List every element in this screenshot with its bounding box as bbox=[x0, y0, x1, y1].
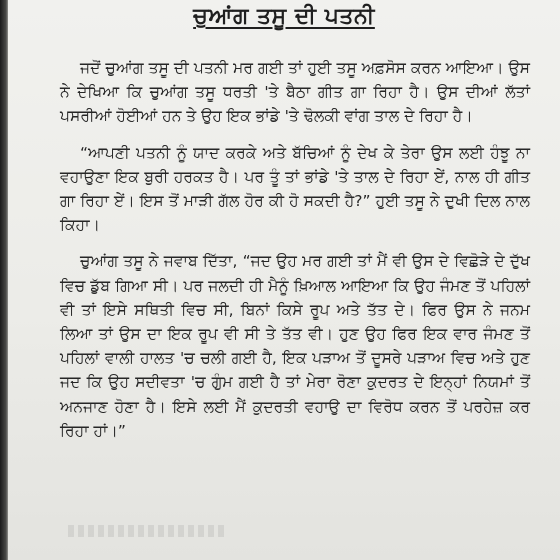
page-title: ਚੁਆਂਗ ਤਸੂ ਦੀ ਪਤਨੀ bbox=[193, 4, 375, 29]
paragraph-1: ਜਦੋਂ ਚੁਆਂਗ ਤਸੂ ਦੀ ਪਤਨੀ ਮਰ ਗਈ ਤਾਂ ਹੁਈ ਤਸੂ ਅਫ਼ਸੋਸ ਕਰਨ ਆਇਆ। ਉਸ ਨੇ ਦੇਖਿਆ ਕਿ ਚੁਆਂਗ ਤਸੂ ਧਰਤੀ 'ਤੇ ਬੈਠਾ ਗੀਤ ਗਾ ਰਿਹਾ ਹੈ। ਉਸ ਦੀਆਂ ਲੱਤਾਂ ਪਸਰੀਆਂ ਹੋਈਆਂ ਹਨ ਤੇ ਉਹ ਇਕ ਭਾਂਡੇ 'ਤੇ ਢੋਲਕੀ ਵਾਂਗ ਤਾਲ ਦੇ ਰਿਹਾ ਹੈ। bbox=[60, 59, 530, 126]
bleed-through-text bbox=[68, 525, 228, 537]
book-page bbox=[8, 0, 560, 560]
story-text bbox=[60, 56, 530, 455]
paragraph-2: “ਆਪਣੀ ਪਤਨੀ ਨੂੰ ਯਾਦ ਕਰਕੇ ਅਤੇ ਬੱਚਿਆਂ ਨੂੰ ਦੇਖ ਕੇ ਤੇਰਾ ਉਸ ਲਈ ਹੰਝੂ ਨਾ ਵਹਾਉਣਾ ਇਕ ਬੁਰੀ ਹਰਕਤ ਹੈ। ਪਰ ਤੂੰ ਤਾਂ ਭਾਂਡੇ 'ਤੇ ਤਾਲ ਦੇ ਰਿਹਾ ਏਂ, ਨਾਲ ਹੀ ਗੀਤ ਗਾ ਰਿਹਾ ਏਂ। ਇਸ ਤੋਂ ਮਾੜੀ ਗੱਲ ਹੋਰ ਕੀ ਹੋ ਸਕਦੀ ਹੈ?” ਹੁਈ ਤਸੂ ਨੇ ਦੁਖੀ ਦਿਲ ਨਾਲ ਕਿਹਾ। bbox=[60, 143, 530, 235]
paragraph-3: ਚੁਆਂਗ ਤਸੂ ਨੇ ਜਵਾਬ ਦਿੱਤਾ, “ਜਦ ਉਹ ਮਰ ਗਈ ਤਾਂ ਮੈਂ ਵੀ ਉਸ ਦੇ ਵਿਛੋੜੇ ਦੇ ਦੁੱਖ ਵਿਚ ਡੁੱਬ ਗਿਆ ਸੀ। ਪਰ ਜਲਦੀ ਹੀ ਮੈਨੂੰ ਖ਼ਿਆਲ ਆਇਆ ਕਿ ਉਹ ਜੰਮਣ ਤੋਂ ਪਹਿਲਾਂ ਵੀ ਤਾਂ ਇਸੇ ਸਥਿਤੀ ਵਿਚ ਸੀ, ਬਿਨਾਂ ਕਿਸੇ ਰੂਪ ਅਤੇ ਤੱਤ ਦੇ। ਫਿਰ ਉਸ ਨੇ ਜਨਮ ਲਿਆ ਤਾਂ ਉਸ ਦਾ ਇਕ ਰੂਪ ਵੀ ਸੀ ਤੇ ਤੱਤ ਵੀ। ਹੁਣ ਉਹ ਫਿਰ ਇਕ ਵਾਰ ਜੰਮਣ ਤੋਂ ਪਹਿਲਾਂ ਵਾਲੀ ਹਾਲਤ 'ਚ ਚਲੀ ਗਈ ਹੈ, ਇਕ ਪੜਾਅ ਤੋਂ ਦੂਸਰੇ ਪੜਾਅ ਵਿਚ ਅਤੇ ਹੁਣ ਜਦ ਕਿ ਉਹ ਸਦੀਵਤਾ 'ਚ ਗੁੰਮ ਗਈ ਹੈ ਤਾਂ ਮੇਰਾ ਰੋਣਾ ਕੁਦਰਤ ਦੇ ਇਨ੍ਹਾਂ ਨਿਯਮਾਂ ਤੋਂ ਅਨਜਾਣ ਹੋਣਾ ਹੈ। ਇਸੇ ਲਈ ਮੈਂ ਕੁਦਰਤੀ ਵਹਾਉ ਦਾ ਵਿਰੋਧ ਕਰਨ ਤੋਂ ਪਰਹੇਜ਼ ਕਰ ਰਿਹਾ ਹਾਂ।” bbox=[60, 252, 530, 440]
